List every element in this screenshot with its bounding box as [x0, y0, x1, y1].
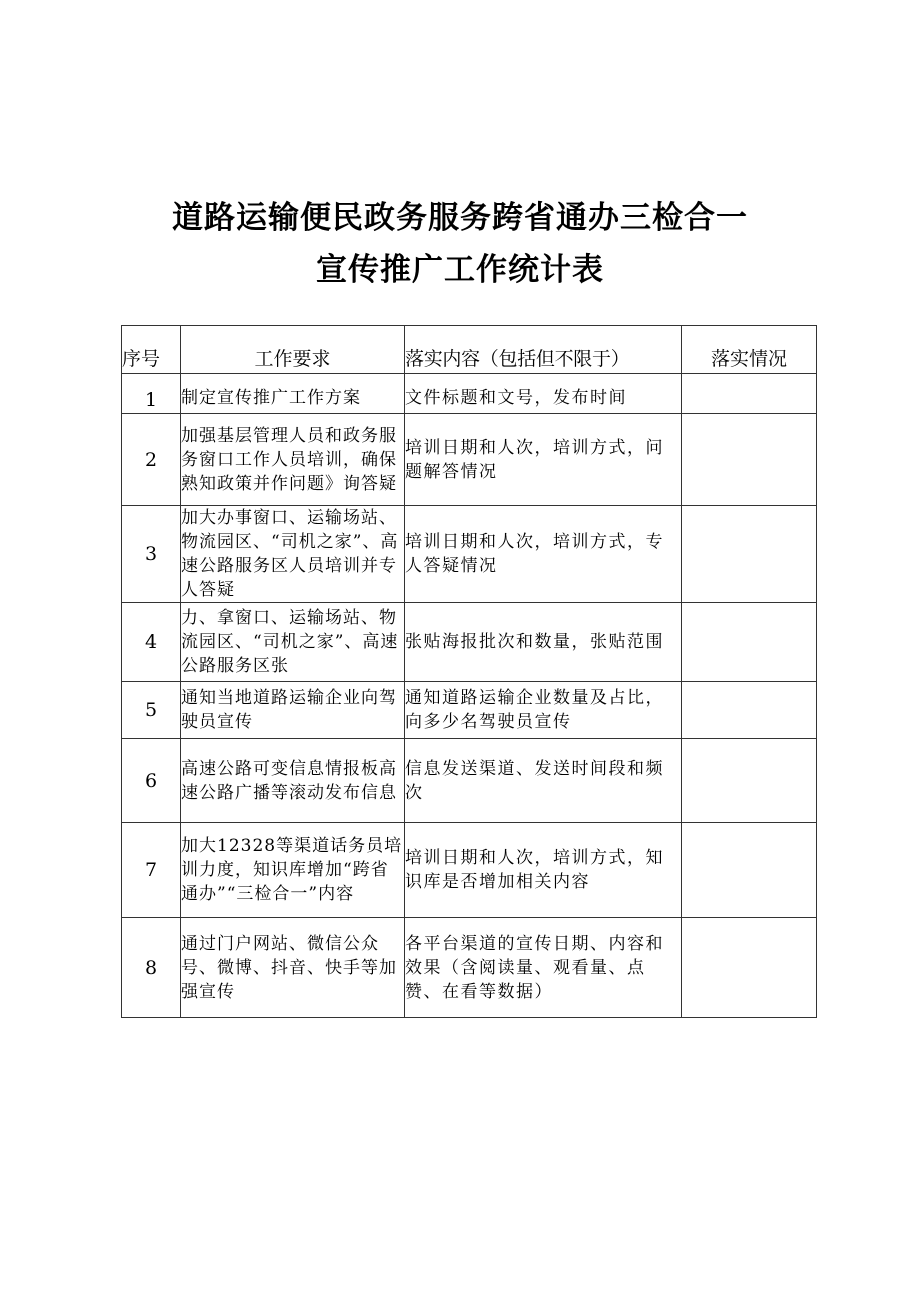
content-text: 通知道路运输企业数量及占比，向多少名驾驶员宣传 — [405, 688, 664, 732]
table-row — [122, 506, 817, 603]
table-row — [122, 682, 817, 739]
content-text: 信息发送渠道、发送时间段和频次 — [405, 758, 664, 803]
cell-requirement — [181, 414, 405, 506]
cell-seq: 2 — [122, 414, 181, 506]
cell-status — [682, 603, 817, 682]
content-text: 培训日期和人次，培训方式，问题解答情况 — [405, 437, 664, 482]
cell-status — [682, 739, 817, 823]
cell-requirement — [181, 918, 405, 1018]
cell-status — [682, 682, 817, 739]
content-text: 张贴海报批次和数量，张贴范围 — [405, 632, 664, 652]
cell-seq: 7 — [122, 823, 181, 918]
statistics-table — [121, 325, 817, 1018]
header-status: 落实情况 — [682, 326, 817, 374]
table-row — [122, 414, 817, 506]
cell-status — [682, 918, 817, 1018]
requirement-text: 通过门户网站、微信公众号、微博、抖音、快手等加强宣传 — [181, 933, 397, 1002]
header-requirement: 工作要求 — [181, 326, 405, 374]
requirement-text: 力、拿窗口、运输场站、物流园区、“司机之家”、高速公路服务区张 — [181, 608, 399, 676]
cell-status — [682, 414, 817, 506]
cell-requirement — [181, 603, 405, 682]
requirement-text: 通知当地道路运输企业向驾驶员宣传 — [181, 688, 397, 732]
cell-seq: 4 — [122, 603, 181, 682]
cell-status — [682, 823, 817, 918]
cell-status — [682, 506, 817, 603]
cell-status — [682, 374, 817, 414]
cell-requirement — [181, 506, 405, 603]
header-content: 落实内容（包括但不限于） — [405, 326, 682, 374]
table-row — [122, 739, 817, 823]
table-row — [122, 823, 817, 918]
cell-content — [405, 374, 682, 414]
table-row — [122, 918, 817, 1018]
cell-content — [405, 739, 682, 823]
content-text: 文件标题和文号，发布时间 — [405, 388, 627, 408]
document-title-line-2: 宣传推广工作统计表 — [316, 252, 604, 288]
cell-requirement — [181, 374, 405, 414]
cell-seq: 8 — [122, 918, 181, 1018]
requirement-text: 高速公路可变信息情报板高速公路广播等滚动发布信息 — [181, 758, 397, 803]
cell-content — [405, 414, 682, 506]
cell-seq: 1 — [122, 374, 181, 414]
requirement-text: 加大12328等渠道话务员培训力度，知识库增加“跨省通办”“三检合一”内容 — [181, 836, 403, 904]
cell-seq: 5 — [122, 682, 181, 739]
header-seq: 序号 — [122, 326, 181, 374]
content-text: 各平台渠道的宣传日期、内容和效果（含阅读量、观看量、点赞、在看等数据） — [405, 933, 664, 1002]
cell-content — [405, 506, 682, 603]
table-row — [122, 374, 817, 414]
cell-content — [405, 918, 682, 1018]
cell-seq: 6 — [122, 739, 181, 823]
cell-seq: 3 — [122, 506, 181, 603]
document-title-line-1: 道路运输便民政务服务跨省通办三检合一 — [172, 200, 748, 236]
cell-requirement — [181, 739, 405, 823]
requirement-text: 制定宣传推广工作方案 — [181, 388, 361, 408]
requirement-text: 加大办事窗口、运输场站、物流园区、“司机之家”、高速公路服务区人员培训并专人答疑 — [181, 508, 399, 600]
cell-requirement — [181, 682, 405, 739]
table-row — [122, 603, 817, 682]
content-text: 培训日期和人次，培训方式，知识库是否增加相关内容 — [405, 848, 664, 892]
requirement-text: 加强基层管理人员和政务服务窗口工作人员培训，确保熟知政策并作问题》询答疑 — [181, 425, 397, 494]
cell-requirement — [181, 823, 405, 918]
content-text: 培训日期和人次，培训方式，专人答疑情况 — [405, 532, 664, 576]
cell-content — [405, 603, 682, 682]
cell-content — [405, 823, 682, 918]
cell-content — [405, 682, 682, 739]
table-header-row — [122, 326, 817, 374]
